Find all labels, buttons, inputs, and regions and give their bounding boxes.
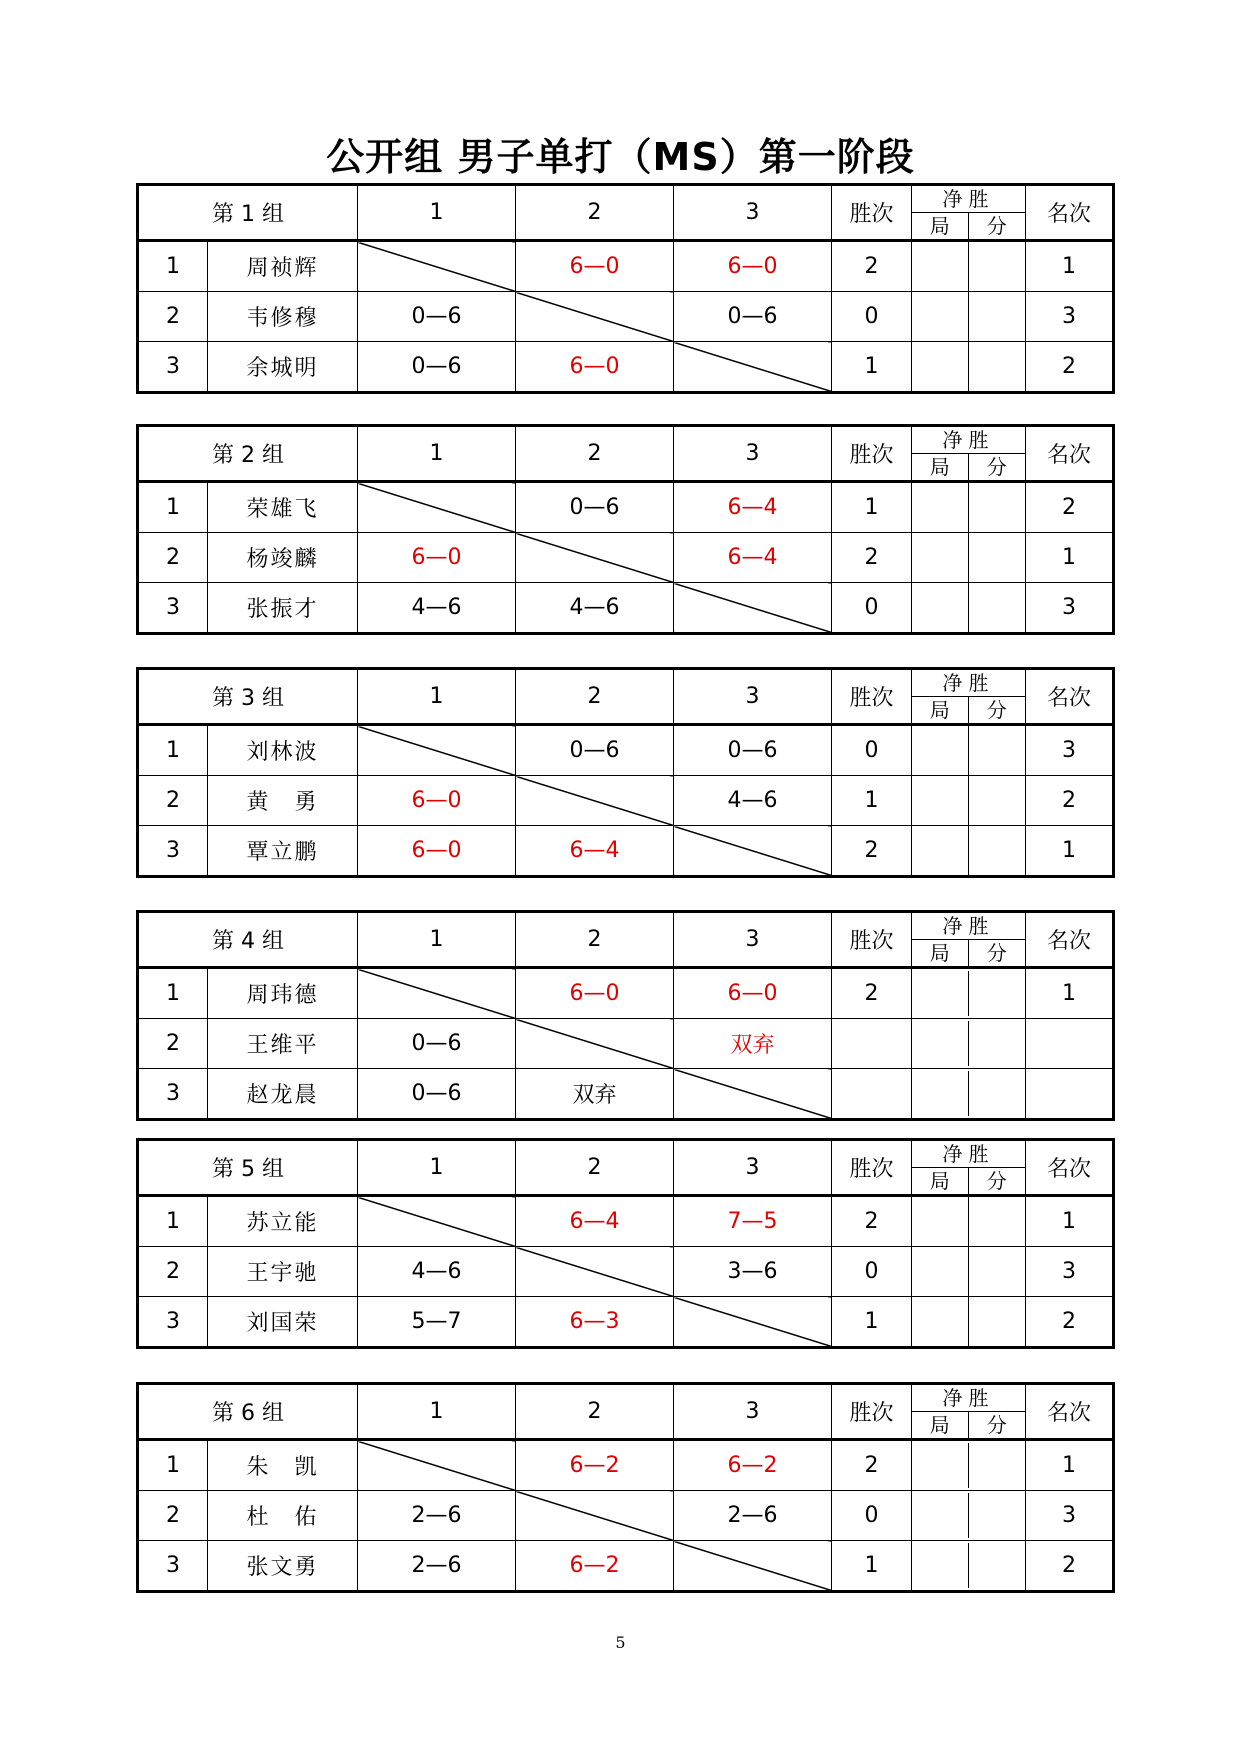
opponent-column-2: 2 xyxy=(516,426,674,482)
player-number: 2 xyxy=(138,1019,208,1069)
self-match-diagonal xyxy=(358,1196,516,1247)
net-games-value xyxy=(912,1297,969,1346)
wins-value: 0 xyxy=(832,1491,912,1541)
opponent-column-1: 1 xyxy=(358,1384,516,1440)
player-number: 1 xyxy=(138,968,208,1019)
self-match-diagonal xyxy=(674,583,832,634)
group-table-3 xyxy=(136,667,1115,878)
wins-value: 1 xyxy=(832,482,912,533)
player-number: 3 xyxy=(138,583,208,634)
net-header xyxy=(912,1140,1026,1196)
page-number: 5 xyxy=(615,1633,626,1652)
net-points-value xyxy=(969,1197,1026,1246)
opponent-column-3: 3 xyxy=(674,426,832,482)
rank-value: 1 xyxy=(1026,826,1114,877)
group-table-4 xyxy=(136,910,1115,1121)
self-match-diagonal xyxy=(674,342,832,393)
net-games-value xyxy=(912,483,969,532)
rank-value: 2 xyxy=(1026,1541,1114,1592)
player-name: 苏立能 xyxy=(208,1196,358,1247)
match-score: 6—3 xyxy=(516,1297,674,1348)
match-score: 双弃 xyxy=(674,1019,832,1069)
table-row xyxy=(138,1297,1114,1348)
player-name: 覃立鹏 xyxy=(208,826,358,877)
match-score: 0—6 xyxy=(358,1069,516,1120)
rank-value: 2 xyxy=(1026,776,1114,826)
net-points-value xyxy=(969,1071,1026,1116)
opponent-column-1: 1 xyxy=(358,912,516,968)
net-value xyxy=(912,292,1026,342)
rank-header: 名次 xyxy=(1026,912,1114,968)
header-row xyxy=(138,1140,1114,1196)
rank-value: 3 xyxy=(1026,1247,1114,1297)
player-name: 杜 佑 xyxy=(208,1491,358,1541)
player-number: 2 xyxy=(138,1247,208,1297)
wins-header: 胜次 xyxy=(832,1384,912,1440)
player-name: 周玮德 xyxy=(208,968,358,1019)
net-games-value xyxy=(912,826,969,875)
match-score: 6—0 xyxy=(358,533,516,583)
net-points-value xyxy=(969,1297,1026,1346)
rank-header: 名次 xyxy=(1026,1384,1114,1440)
net-value xyxy=(912,1491,1026,1541)
group-label: 第 1 组 xyxy=(138,185,358,241)
net-points-value xyxy=(969,483,1026,532)
net-header-label: 净胜 xyxy=(912,913,1025,940)
match-score: 0—6 xyxy=(358,292,516,342)
table-row xyxy=(138,1440,1114,1491)
match-score: 6—4 xyxy=(674,533,832,583)
page-title: 公开组 男子单打（MS）第一阶段 xyxy=(326,135,915,179)
self-match-diagonal xyxy=(516,292,674,342)
net-header-label: 净胜 xyxy=(912,670,1025,697)
match-score: 6—0 xyxy=(516,968,674,1019)
net-points-value xyxy=(969,1021,1026,1066)
match-score: 6—4 xyxy=(516,826,674,877)
net-header-label: 净胜 xyxy=(912,186,1025,213)
net-value xyxy=(912,968,1026,1019)
net-header xyxy=(912,185,1026,241)
player-number: 3 xyxy=(138,1069,208,1120)
wins-value: 1 xyxy=(832,342,912,393)
self-match-diagonal xyxy=(516,776,674,826)
net-value xyxy=(912,482,1026,533)
opponent-column-2: 2 xyxy=(516,912,674,968)
wins-value: 2 xyxy=(832,241,912,292)
net-points-value xyxy=(969,726,1026,775)
group-label: 第 4 组 xyxy=(138,912,358,968)
wins-header: 胜次 xyxy=(832,912,912,968)
opponent-column-1: 1 xyxy=(358,669,516,725)
net-games-header: 局 xyxy=(912,213,969,239)
player-name: 张振才 xyxy=(208,583,358,634)
player-number: 1 xyxy=(138,725,208,776)
opponent-column-2: 2 xyxy=(516,1384,674,1440)
net-value xyxy=(912,1541,1026,1592)
rank-value: 1 xyxy=(1026,533,1114,583)
net-header-label: 净胜 xyxy=(912,1385,1025,1412)
wins-value: 0 xyxy=(832,1247,912,1297)
player-name: 荣雄飞 xyxy=(208,482,358,533)
opponent-column-2: 2 xyxy=(516,1140,674,1196)
net-value xyxy=(912,1440,1026,1491)
match-score: 0—6 xyxy=(516,725,674,776)
wins-header: 胜次 xyxy=(832,426,912,482)
wins-value: 0 xyxy=(832,583,912,634)
match-score: 0—6 xyxy=(516,482,674,533)
net-points-header: 分 xyxy=(986,455,1007,479)
table-row xyxy=(138,725,1114,776)
net-games-header: 局 xyxy=(912,1412,969,1438)
match-score: 2—6 xyxy=(358,1491,516,1541)
net-header xyxy=(912,669,1026,725)
net-games-value xyxy=(912,533,969,582)
rank-value: 2 xyxy=(1026,482,1114,533)
opponent-column-3: 3 xyxy=(674,669,832,725)
wins-header: 胜次 xyxy=(832,185,912,241)
wins-value: 2 xyxy=(832,1196,912,1247)
player-name: 王宇驰 xyxy=(208,1247,358,1297)
net-games-value xyxy=(912,583,969,632)
wins-value: 2 xyxy=(832,533,912,583)
match-score: 6—2 xyxy=(516,1440,674,1491)
self-match-diagonal xyxy=(674,1069,832,1120)
net-points-value xyxy=(969,342,1026,391)
match-score: 0—6 xyxy=(674,725,832,776)
match-score: 4—6 xyxy=(674,776,832,826)
player-number: 1 xyxy=(138,1440,208,1491)
net-games-header: 局 xyxy=(912,454,969,480)
net-points-value xyxy=(969,776,1026,825)
rank-value: 1 xyxy=(1026,1440,1114,1491)
net-games-value xyxy=(912,292,969,341)
table-row xyxy=(138,1491,1114,1541)
table-row xyxy=(138,583,1114,634)
self-match-diagonal xyxy=(674,826,832,877)
opponent-column-2: 2 xyxy=(516,669,674,725)
net-games-value xyxy=(912,1197,969,1246)
net-header xyxy=(912,912,1026,968)
net-points-value xyxy=(969,292,1026,341)
rank-header: 名次 xyxy=(1026,1140,1114,1196)
net-games-value xyxy=(912,971,969,1016)
wins-value xyxy=(832,1069,912,1120)
group-table-2 xyxy=(136,424,1115,635)
net-games-value xyxy=(912,726,969,775)
match-score: 6—2 xyxy=(516,1541,674,1592)
net-games-value xyxy=(912,1543,969,1588)
player-number: 3 xyxy=(138,1541,208,1592)
table-row xyxy=(138,241,1114,292)
rank-value: 3 xyxy=(1026,725,1114,776)
player-name: 黄 勇 xyxy=(208,776,358,826)
player-name: 周祯辉 xyxy=(208,241,358,292)
group-label: 第 2 组 xyxy=(138,426,358,482)
table-row xyxy=(138,968,1114,1019)
rank-value: 3 xyxy=(1026,1491,1114,1541)
wins-value: 1 xyxy=(832,1541,912,1592)
wins-header: 胜次 xyxy=(832,1140,912,1196)
player-name: 王维平 xyxy=(208,1019,358,1069)
net-games-value xyxy=(912,1493,969,1538)
wins-value: 0 xyxy=(832,292,912,342)
net-value xyxy=(912,1247,1026,1297)
wins-value: 2 xyxy=(832,1440,912,1491)
rank-value xyxy=(1026,1019,1114,1069)
rank-value xyxy=(1026,1069,1114,1120)
player-number: 2 xyxy=(138,292,208,342)
player-number: 3 xyxy=(138,1297,208,1348)
header-row xyxy=(138,1384,1114,1440)
group-label: 第 3 组 xyxy=(138,669,358,725)
match-score: 0—6 xyxy=(358,1019,516,1069)
table-row xyxy=(138,533,1114,583)
net-points-value xyxy=(969,826,1026,875)
wins-value: 0 xyxy=(832,725,912,776)
rank-value: 1 xyxy=(1026,1196,1114,1247)
self-match-diagonal xyxy=(516,1019,674,1069)
player-number: 2 xyxy=(138,533,208,583)
header-row xyxy=(138,912,1114,968)
match-score: 6—4 xyxy=(674,482,832,533)
net-points-header: 分 xyxy=(986,1169,1007,1193)
self-match-diagonal xyxy=(674,1541,832,1592)
rank-value: 2 xyxy=(1026,342,1114,393)
self-match-diagonal xyxy=(516,1247,674,1297)
rank-value: 1 xyxy=(1026,241,1114,292)
net-games-header: 局 xyxy=(912,940,969,966)
table-row xyxy=(138,1019,1114,1069)
net-games-value xyxy=(912,1021,969,1066)
player-name: 赵龙晨 xyxy=(208,1069,358,1120)
net-games-value xyxy=(912,1247,969,1296)
opponent-column-2: 2 xyxy=(516,185,674,241)
net-games-value xyxy=(912,1071,969,1116)
header-row xyxy=(138,669,1114,725)
match-score: 4—6 xyxy=(358,1247,516,1297)
opponent-column-1: 1 xyxy=(358,1140,516,1196)
table-row xyxy=(138,342,1114,393)
opponent-column-1: 1 xyxy=(358,185,516,241)
net-points-header: 分 xyxy=(986,698,1007,722)
net-value xyxy=(912,533,1026,583)
match-score: 6—0 xyxy=(516,342,674,393)
match-score: 6—0 xyxy=(674,968,832,1019)
player-number: 1 xyxy=(138,1196,208,1247)
net-value xyxy=(912,1196,1026,1247)
match-score: 4—6 xyxy=(516,583,674,634)
net-points-header: 分 xyxy=(986,214,1007,238)
player-name: 张文勇 xyxy=(208,1541,358,1592)
wins-value: 2 xyxy=(832,826,912,877)
wins-value: 2 xyxy=(832,968,912,1019)
net-value xyxy=(912,1019,1026,1069)
player-number: 1 xyxy=(138,241,208,292)
rank-value: 2 xyxy=(1026,1297,1114,1348)
player-name: 余城明 xyxy=(208,342,358,393)
self-match-diagonal xyxy=(358,482,516,533)
opponent-column-1: 1 xyxy=(358,426,516,482)
self-match-diagonal xyxy=(358,968,516,1019)
rank-header: 名次 xyxy=(1026,426,1114,482)
opponent-column-3: 3 xyxy=(674,1384,832,1440)
rank-value: 3 xyxy=(1026,583,1114,634)
net-header xyxy=(912,426,1026,482)
table-row xyxy=(138,292,1114,342)
opponent-column-3: 3 xyxy=(674,912,832,968)
self-match-diagonal xyxy=(674,1297,832,1348)
net-points-value xyxy=(969,533,1026,582)
table-row xyxy=(138,1069,1114,1120)
wins-header: 胜次 xyxy=(832,669,912,725)
match-score: 2—6 xyxy=(358,1541,516,1592)
table-row xyxy=(138,826,1114,877)
opponent-column-3: 3 xyxy=(674,185,832,241)
net-value xyxy=(912,1069,1026,1120)
table-row xyxy=(138,1196,1114,1247)
header-row xyxy=(138,426,1114,482)
match-score: 6—0 xyxy=(674,241,832,292)
match-score: 6—0 xyxy=(358,826,516,877)
net-value xyxy=(912,776,1026,826)
net-points-value xyxy=(969,1543,1026,1588)
self-match-diagonal xyxy=(516,1491,674,1541)
wins-value: 1 xyxy=(832,1297,912,1348)
player-number: 1 xyxy=(138,482,208,533)
group-label: 第 5 组 xyxy=(138,1140,358,1196)
net-points-header: 分 xyxy=(986,1413,1007,1437)
match-score: 6—4 xyxy=(516,1196,674,1247)
net-points-value xyxy=(969,1493,1026,1538)
rank-value: 1 xyxy=(1026,968,1114,1019)
match-score: 4—6 xyxy=(358,583,516,634)
self-match-diagonal xyxy=(358,241,516,292)
match-score: 0—6 xyxy=(674,292,832,342)
table-row xyxy=(138,776,1114,826)
player-name: 朱 凯 xyxy=(208,1440,358,1491)
table-row xyxy=(138,1247,1114,1297)
wins-value xyxy=(832,1019,912,1069)
net-points-value xyxy=(969,1443,1026,1488)
group-table-1 xyxy=(136,183,1115,394)
net-games-header: 局 xyxy=(912,1168,969,1194)
net-points-header: 分 xyxy=(986,941,1007,965)
net-header xyxy=(912,1384,1026,1440)
net-value xyxy=(912,241,1026,292)
match-score: 6—0 xyxy=(358,776,516,826)
player-name: 韦修穆 xyxy=(208,292,358,342)
net-points-value xyxy=(969,971,1026,1016)
self-match-diagonal xyxy=(358,1440,516,1491)
net-value xyxy=(912,725,1026,776)
match-score: 3—6 xyxy=(674,1247,832,1297)
group-label: 第 6 组 xyxy=(138,1384,358,1440)
net-value xyxy=(912,583,1026,634)
match-score: 双弃 xyxy=(516,1069,674,1120)
group-table-6 xyxy=(136,1382,1115,1593)
table-row xyxy=(138,1541,1114,1592)
player-number: 2 xyxy=(138,776,208,826)
player-number: 3 xyxy=(138,342,208,393)
net-points-value xyxy=(969,242,1026,291)
net-points-value xyxy=(969,1247,1026,1296)
self-match-diagonal xyxy=(516,533,674,583)
match-score: 5—7 xyxy=(358,1297,516,1348)
table-row xyxy=(138,482,1114,533)
match-score: 7—5 xyxy=(674,1196,832,1247)
net-header-label: 净胜 xyxy=(912,427,1025,454)
player-number: 3 xyxy=(138,826,208,877)
rank-header: 名次 xyxy=(1026,185,1114,241)
player-name: 杨竣麟 xyxy=(208,533,358,583)
group-table-5 xyxy=(136,1138,1115,1349)
net-value xyxy=(912,342,1026,393)
rank-header: 名次 xyxy=(1026,669,1114,725)
net-games-header: 局 xyxy=(912,697,969,723)
player-number: 2 xyxy=(138,1491,208,1541)
net-games-value xyxy=(912,242,969,291)
match-score: 6—0 xyxy=(516,241,674,292)
opponent-column-3: 3 xyxy=(674,1140,832,1196)
match-score: 0—6 xyxy=(358,342,516,393)
match-score: 2—6 xyxy=(674,1491,832,1541)
player-name: 刘林波 xyxy=(208,725,358,776)
net-header-label: 净胜 xyxy=(912,1141,1025,1168)
net-points-value xyxy=(969,583,1026,632)
net-value xyxy=(912,826,1026,877)
self-match-diagonal xyxy=(358,725,516,776)
net-games-value xyxy=(912,342,969,391)
net-games-value xyxy=(912,776,969,825)
header-row xyxy=(138,185,1114,241)
net-value xyxy=(912,1297,1026,1348)
wins-value: 1 xyxy=(832,776,912,826)
match-score: 6—2 xyxy=(674,1440,832,1491)
player-name: 刘国荣 xyxy=(208,1297,358,1348)
rank-value: 3 xyxy=(1026,292,1114,342)
net-games-value xyxy=(912,1443,969,1488)
